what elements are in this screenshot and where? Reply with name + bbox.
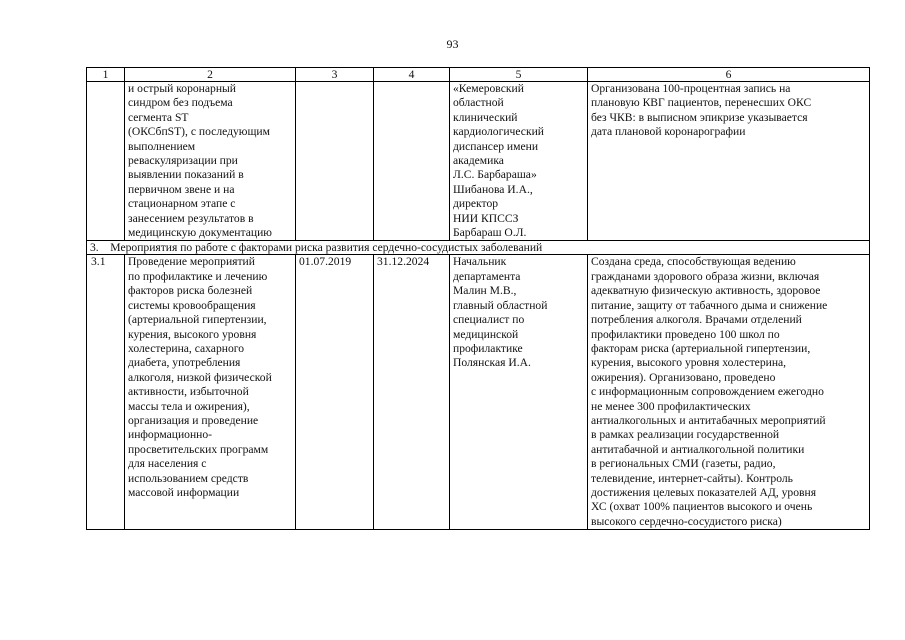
result-cell: Создана среда, способствующая ведению гражданами здорового образа жизни, включая адекватную физическую активность, здоровое питание, защиту от табачного дыма и снижение потребления алкоголя. Врачами отделений профилактики проведено 100 школ по факторам риска (артериальной гипертензии, курения, высокого уровня холестерина, ожирения). Организовано, проведено с информационным сопровождением ежегодно не менее 300 профилактических антиалкогольных и антитабачных мероприятий в рамках реализации государственной антитабачной и антиалкогольной политики в региональных СМИ (газеты, радио, телевидение, интернет-сайты). Контроль достижения целевых показателей АД, уровня ХС (охват 100% пациентов высокого и очень высокого сердечно-сосудистого риска) bbox=[588, 255, 870, 530]
result-cell: Организована 100-процентная запись на плановую КВГ пациентов, перенесших ОКС без ЧКВ: в выписном эпикризе указывается дата плановой коронарографии bbox=[588, 82, 870, 241]
table-row bbox=[87, 255, 870, 530]
section-number: 3. bbox=[90, 241, 99, 255]
column-header: 5 bbox=[450, 68, 588, 82]
row-number: 3.1 bbox=[87, 255, 125, 530]
column-header: 3 bbox=[296, 68, 374, 82]
table-header-row bbox=[87, 68, 870, 82]
page-number: 93 bbox=[446, 37, 459, 51]
responsible-cell: «Кемеровский областной клинический кардиологический диспансер имени академика Л.С. Барбараша» Шибанова И.А., директор НИИ КПССЗ Барбараш О.Л. bbox=[450, 82, 588, 241]
section-title: Мероприятия по работе с факторами риска развития сердечно-сосудистых заболеваний bbox=[110, 241, 543, 255]
start-date-cell: 01.07.2019 bbox=[296, 255, 374, 530]
section-heading bbox=[87, 241, 870, 255]
measures-table bbox=[86, 67, 870, 530]
measure-cell: Проведение мероприятий по профилактике и лечению факторов риска болезней системы кровообращения (артериальной гипертензии, курения, высокого уровня холестерина, сахарного диабета, употребления алкоголя, низкой физической активности, избыточной массы тела и ожирения), организация и проведение информационно- просветительских программ для населения с использованием средств массовой информации bbox=[125, 255, 296, 530]
column-header: 4 bbox=[374, 68, 450, 82]
responsible-cell: Начальник департамента Малин М.В., главный областной специалист по медицинской профилактике Полянская И.А. bbox=[450, 255, 588, 530]
section-row bbox=[87, 241, 870, 255]
measure-cell: и острый коронарный синдром без подъема сегмента ST (ОКСбпST), с последующим выполнением реваскуляризации при выявлении показаний в первичном звене и на стационарном этапе с занесением результатов в медицинскую документацию bbox=[125, 82, 296, 241]
end-date-cell: 31.12.2024 bbox=[374, 255, 450, 530]
row-number bbox=[87, 82, 125, 241]
column-header: 2 bbox=[125, 68, 296, 82]
column-header: 6 bbox=[588, 68, 870, 82]
start-date-cell bbox=[296, 82, 374, 241]
end-date-cell bbox=[374, 82, 450, 241]
table-row bbox=[87, 82, 870, 241]
column-header: 1 bbox=[87, 68, 125, 82]
